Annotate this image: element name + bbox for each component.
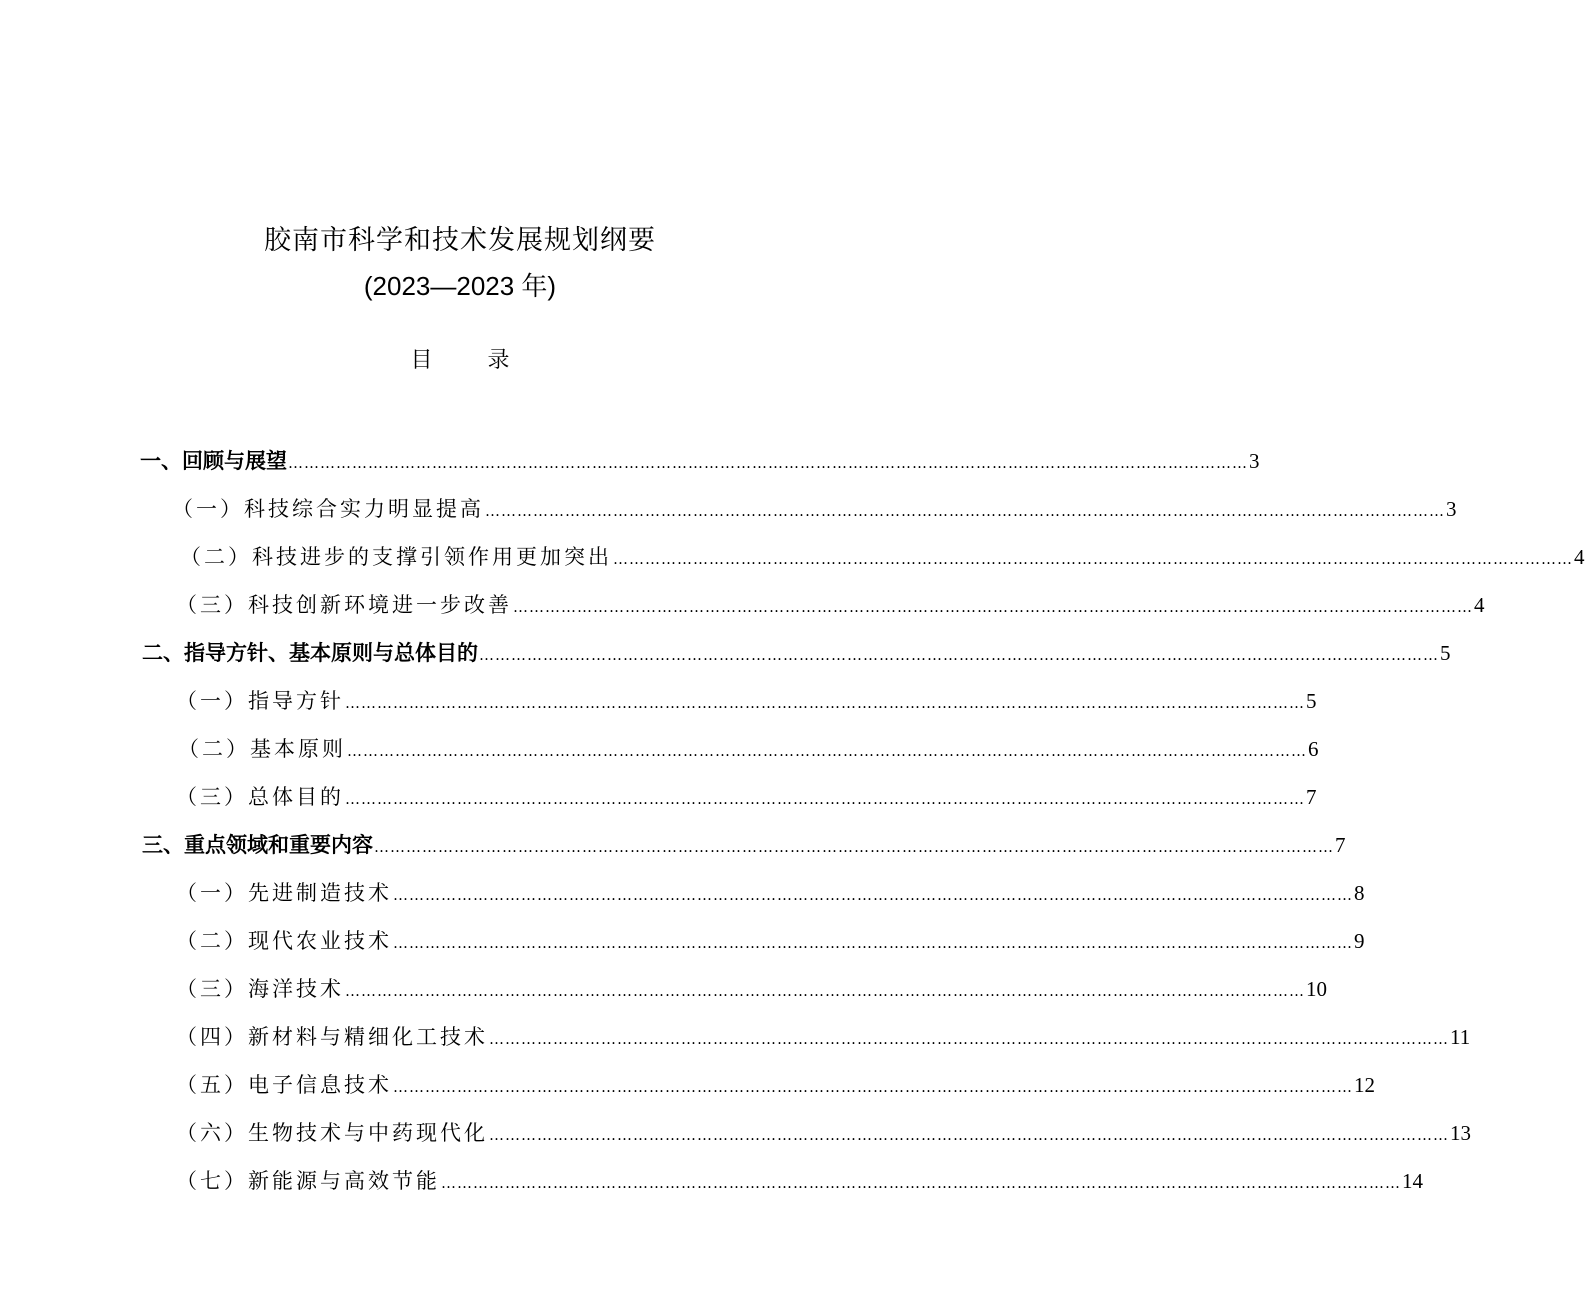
toc-entry-3-3[interactable] xyxy=(176,971,1327,1007)
toc-entry-3[interactable] xyxy=(142,827,1346,863)
toc-entry-label: （五）电子信息技术 xyxy=(176,1073,392,1097)
toc-entry-label: （七）新能源与高效节能 xyxy=(176,1169,440,1193)
toc-entry-label: （二）现代农业技术 xyxy=(176,929,392,953)
toc-entry-page: 9 xyxy=(1354,929,1365,953)
toc-entry-label: （三）科技创新环境进一步改善 xyxy=(176,593,512,617)
toc-entry-2-1[interactable] xyxy=(176,683,1317,719)
toc-entry-page: 5 xyxy=(1440,641,1451,665)
toc-leader-dots: ……………………………………………………………………………………………………………………………………………………………… xyxy=(393,886,1353,904)
toc-entry-2[interactable] xyxy=(142,635,1451,671)
toc-entry-label: 一、回顾与展望 xyxy=(140,449,287,473)
toc-leader-dots: ……………………………………………………………………………………………………………………………………………………………… xyxy=(288,454,1248,472)
toc-entry-page: 5 xyxy=(1306,689,1317,713)
toc-leader-dots: ……………………………………………………………………………………………………………………………………………………………… xyxy=(479,646,1439,664)
document-title: 胶南市科学和技术发展规划纲要 xyxy=(264,225,656,256)
toc-leader-dots: ……………………………………………………………………………………………………………………………………………………………… xyxy=(347,742,1307,760)
toc-entry-label: （二）科技进步的支撑引领作用更加突出 xyxy=(180,545,612,569)
toc-entry-page: 12 xyxy=(1354,1073,1375,1097)
toc-entry-1[interactable] xyxy=(140,443,1260,479)
toc-leader-dots: ……………………………………………………………………………………………………………………………………………………………… xyxy=(345,982,1305,1000)
toc-leader-dots: ……………………………………………………………………………………………………………………………………………………………… xyxy=(393,1078,1353,1096)
toc-entry-label: （三）总体目的 xyxy=(176,785,344,809)
toc-entry-2-3[interactable] xyxy=(176,779,1317,815)
toc-entry-3-7[interactable] xyxy=(176,1163,1423,1199)
toc-entry-page: 3 xyxy=(1249,449,1260,473)
document-subtitle: (2023—2023 年) xyxy=(363,271,557,301)
toc-entry-label: 二、指导方针、基本原则与总体目的 xyxy=(142,641,478,665)
toc-entry-3-2[interactable] xyxy=(176,923,1365,959)
toc-entry-label: （六）生物技术与中药现代化 xyxy=(176,1121,488,1145)
toc-entry-3-1[interactable] xyxy=(176,875,1365,911)
toc-leader-dots: ……………………………………………………………………………………………………………………………………………………………… xyxy=(393,934,1353,952)
toc-entry-3-6[interactable] xyxy=(176,1115,1471,1151)
toc-leader-dots: ……………………………………………………………………………………………………………………………………………………………… xyxy=(345,790,1305,808)
toc-leader-dots: ……………………………………………………………………………………………………………………………………………………………… xyxy=(441,1174,1401,1192)
toc-entry-1-3[interactable] xyxy=(176,587,1485,623)
toc-entry-page: 13 xyxy=(1450,1121,1471,1145)
toc-leader-dots: ……………………………………………………………………………………………………………………………………………………………… xyxy=(345,694,1305,712)
toc-entry-page: 6 xyxy=(1308,737,1319,761)
toc-entry-1-2[interactable] xyxy=(180,539,1585,575)
toc-leader-dots: ……………………………………………………………………………………………………………………………………………………………… xyxy=(374,838,1334,856)
toc-entry-page: 10 xyxy=(1306,977,1327,1001)
toc-entry-label: （一）先进制造技术 xyxy=(176,881,392,905)
toc-entry-page: 4 xyxy=(1474,593,1485,617)
toc-leader-dots: ……………………………………………………………………………………………………………………………………………………………… xyxy=(489,1126,1449,1144)
toc-entry-page: 11 xyxy=(1450,1025,1471,1049)
toc-entry-page: 7 xyxy=(1306,785,1317,809)
toc-entry-2-2[interactable] xyxy=(178,731,1319,767)
toc-leader-dots: ……………………………………………………………………………………………………………………………………………………………… xyxy=(485,502,1445,520)
toc-entry-page: 7 xyxy=(1335,833,1346,857)
toc-leader-dots: ……………………………………………………………………………………………………………………………………………………………… xyxy=(489,1030,1449,1048)
toc-entry-1-1[interactable] xyxy=(172,491,1457,527)
toc-leader-dots: ……………………………………………………………………………………………………………………………………………………………… xyxy=(513,598,1473,616)
toc-heading-char-2: 录 xyxy=(487,348,510,373)
toc-entry-3-4[interactable] xyxy=(176,1019,1471,1055)
toc-entry-label: （四）新材料与精细化工技术 xyxy=(176,1025,488,1049)
toc-entry-label: （一）指导方针 xyxy=(176,689,344,713)
toc-entry-page: 4 xyxy=(1574,545,1585,569)
toc-entry-label: 三、重点领域和重要内容 xyxy=(142,833,373,857)
toc-heading-char-1: 目 xyxy=(410,348,433,373)
toc-entry-label: （三）海洋技术 xyxy=(176,977,344,1001)
toc-entry-page: 14 xyxy=(1402,1169,1423,1193)
toc-leader-dots: ……………………………………………………………………………………………………………………………………………………………… xyxy=(613,550,1573,568)
toc-entry-label: （二）基本原则 xyxy=(178,737,346,761)
toc-entry-page: 3 xyxy=(1446,497,1457,521)
toc-entry-page: 8 xyxy=(1354,881,1365,905)
toc-entry-3-5[interactable] xyxy=(176,1067,1375,1103)
toc-entry-label: （一）科技综合实力明显提高 xyxy=(172,497,484,521)
